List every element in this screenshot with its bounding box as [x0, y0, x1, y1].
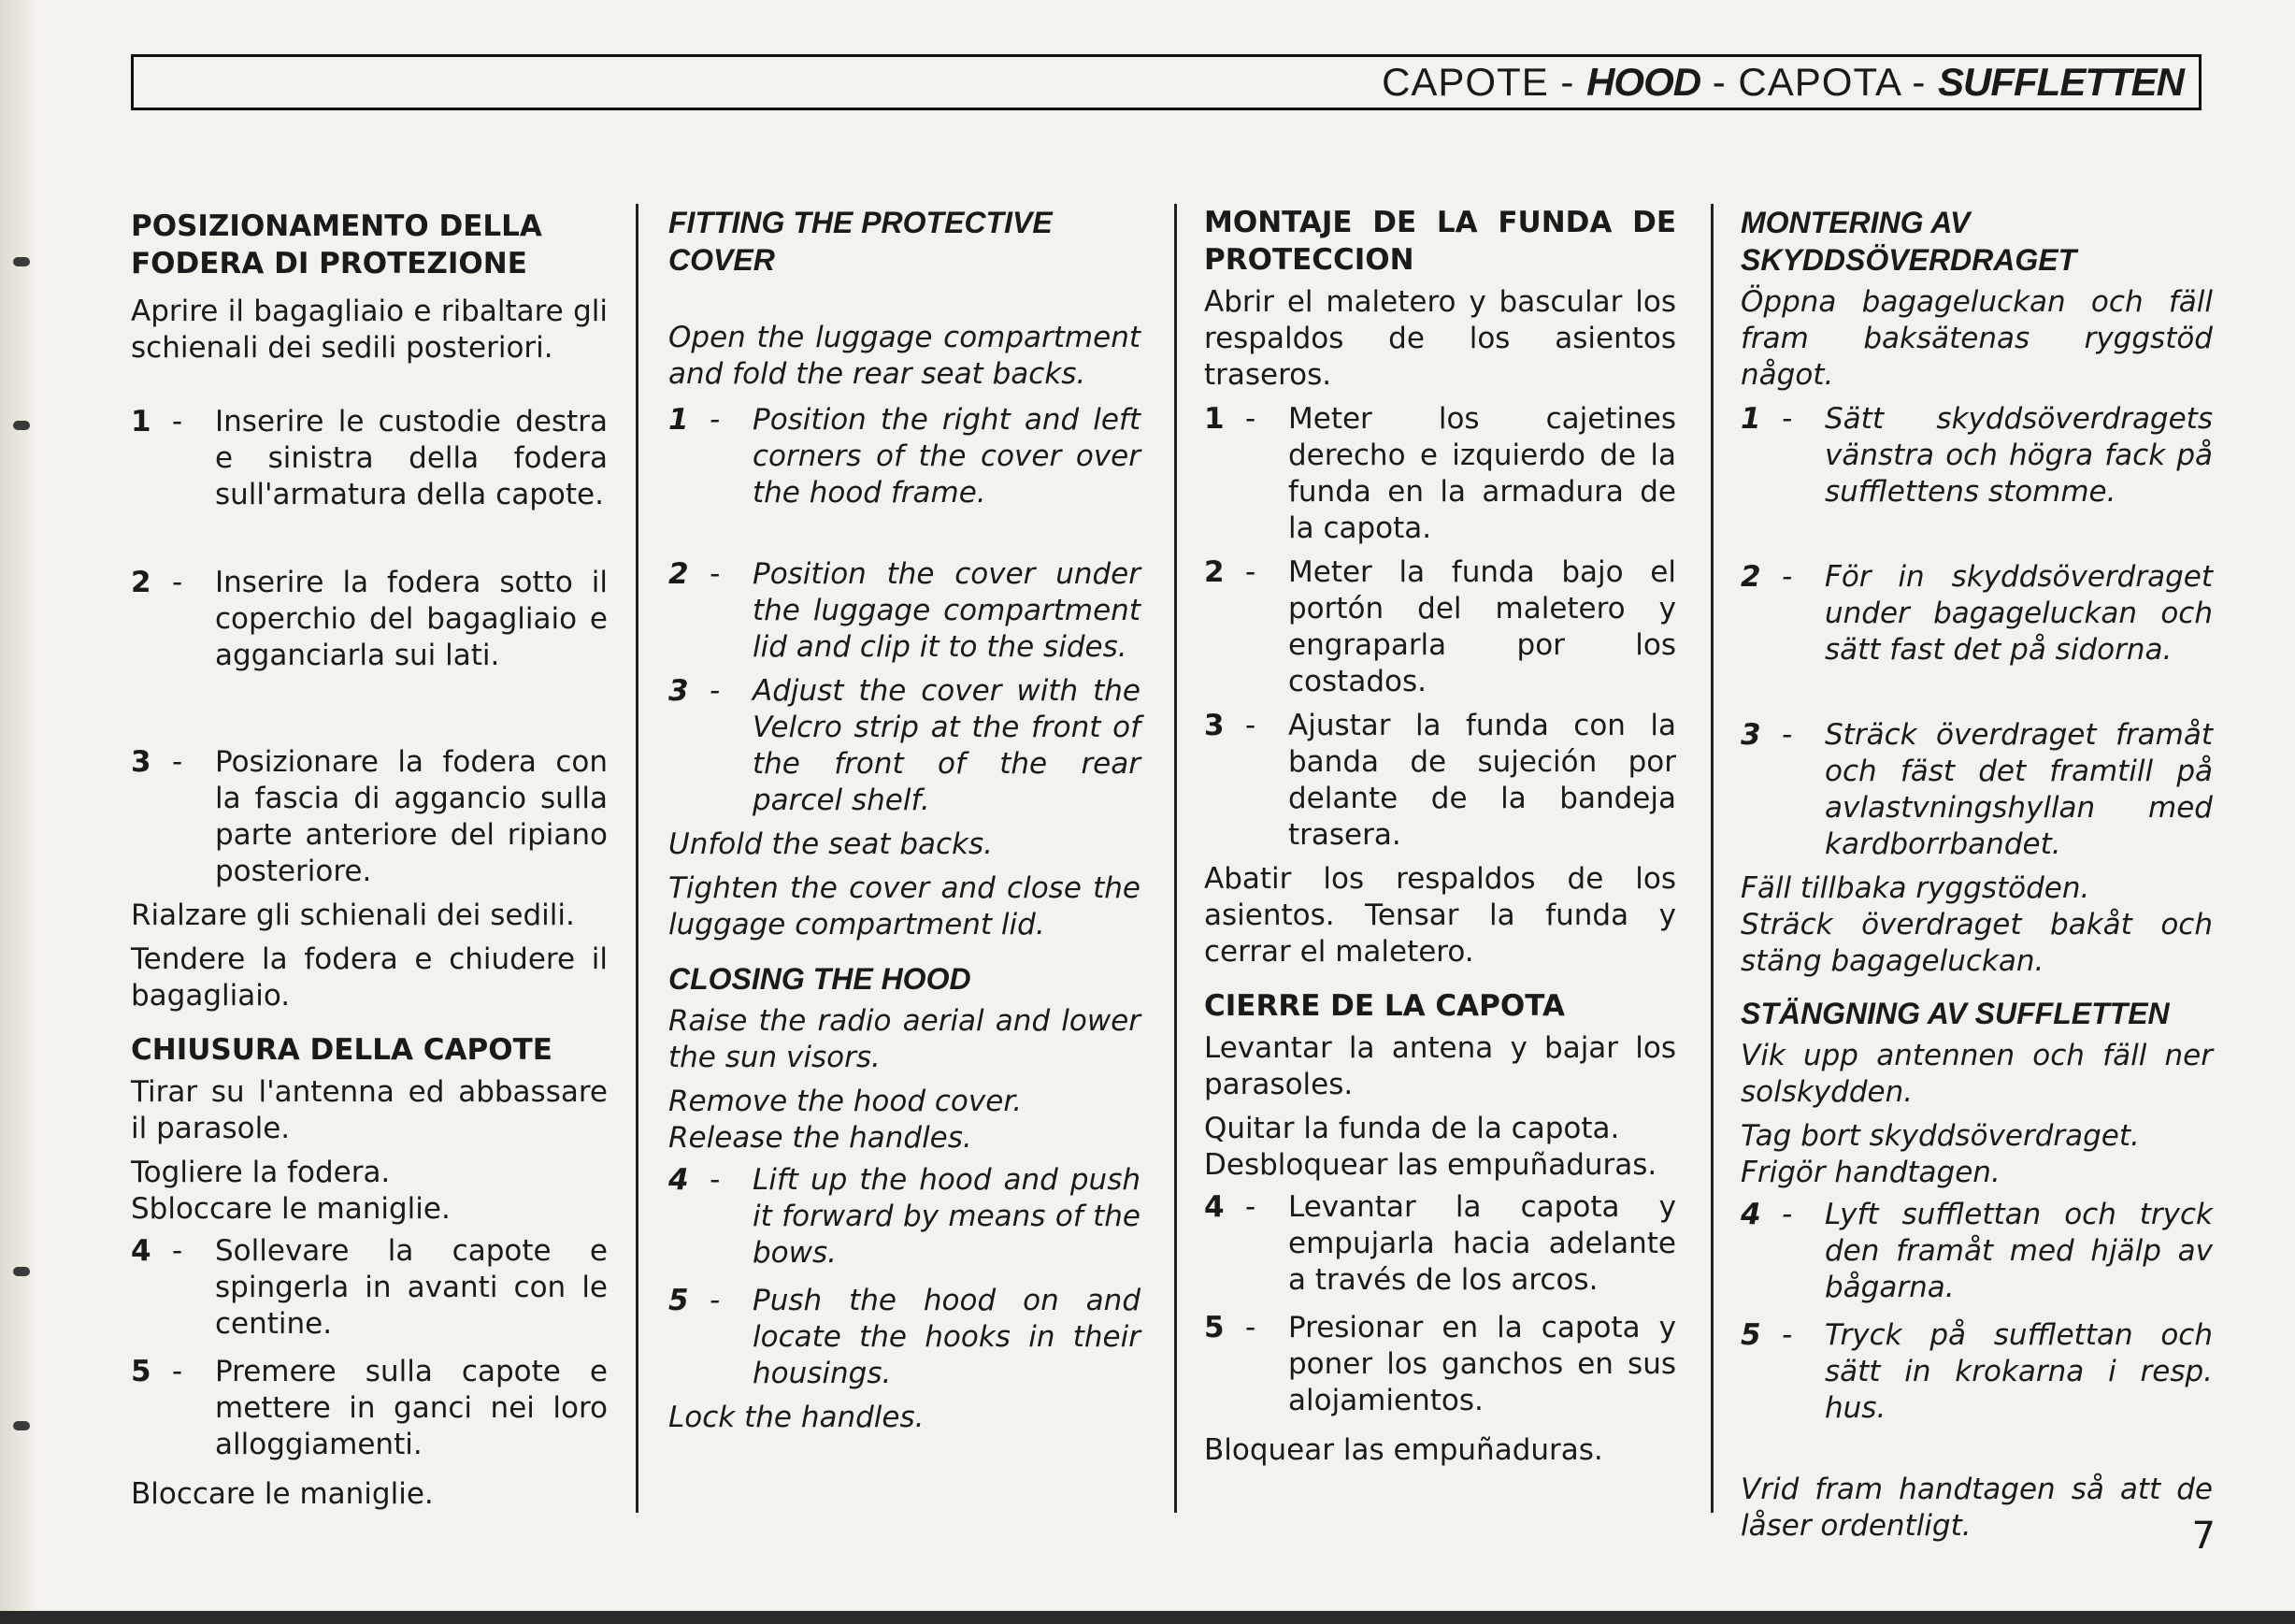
step-number: 3: [1741, 718, 1761, 752]
step-text: Position the cover under the luggage compartment lid and clip it to the sides.: [753, 557, 1140, 664]
section-heading: MONTERING AV SKYDDSÖVERDRAGET: [1741, 206, 2077, 277]
scan-binding-shadow: [0, 0, 37, 1624]
step-item: 4 - Lift up the hood and push it forward by means of the bows.: [668, 1163, 1140, 1270]
step-item: 2 - Inserire la fodera sotto il coperchio del bagagliaio e agganciarla sui lati.: [131, 566, 608, 672]
step-number: 2: [131, 566, 151, 599]
step-text: Posizionare la fodera con la fascia di aggancio sulla parte anteriore del ripiano posteriore.: [215, 745, 608, 888]
binder-hole: [13, 1267, 30, 1276]
title-italian: CAPOTE -: [1382, 60, 1587, 104]
step-item: 4 - Lyft sufflettan och tryck den framåt med hjälp av bågarna.: [1741, 1198, 2213, 1304]
step-number: 4: [1204, 1190, 1225, 1224]
step-number: 2: [668, 557, 689, 591]
step-number: 2: [1741, 560, 1761, 594]
step-text: Ajustar la funda con la banda de sujeción por delante de la bandeja trasera.: [1288, 709, 1676, 852]
paragraph: Levantar la antena y bajar los parasoles.: [1204, 1031, 1676, 1101]
step-number: 1: [131, 405, 151, 438]
step-text: Inserire le custodie destra e sinistra della fodera sull'armatura della capote.: [215, 405, 608, 511]
step-number: 5: [131, 1355, 151, 1388]
paragraph: Sträck överdraget bakåt och stäng bagageluckan.: [1741, 908, 2213, 978]
column-spanish: [1204, 204, 1676, 1469]
step-text: Lyft sufflettan och tryck den framåt med hjälp av bågarna.: [1825, 1198, 2213, 1304]
column-divider: [636, 204, 638, 1513]
column-divider: [1711, 204, 1714, 1513]
paragraph: Tirar su l'antenna ed abbassare il parasole.: [131, 1075, 608, 1145]
binder-hole: [13, 421, 30, 430]
paragraph: Vrid fram handtagen så att de låser ordentligt.: [1741, 1473, 2213, 1543]
step-item: 2 - För in skyddsöverdraget under bagageluckan och sätt fast det på sidorna.: [1741, 560, 2213, 667]
step-item: 3 - Posizionare la fodera con la fascia di aggancio sulla parte anteriore del ripiano posteriore.: [131, 745, 608, 888]
step-number: 3: [131, 745, 151, 779]
paragraph: Frigör handtagen.: [1741, 1156, 2001, 1189]
paragraph: Abatir los respaldos de los asientos. Tensar la funda y cerrar el maletero.: [1204, 862, 1676, 969]
paragraph: Tendere la fodera e chiudere il bagagliaio.: [131, 942, 608, 1013]
step-text: Inserire la fodera sotto il coperchio del bagagliaio e agganciarla sui lati.: [215, 566, 608, 672]
paragraph: Vik upp antennen och fäll ner solskydden.: [1741, 1039, 2213, 1109]
paragraph: Bloccare le maniglie.: [131, 1477, 434, 1511]
step-text: Meter los cajetines derecho e izquierdo de la funda en la armadura de la capota.: [1288, 402, 1676, 545]
step-item: 5 - Push the hood on and locate the hooks in their housings.: [668, 1284, 1140, 1390]
section-heading: MONTAJE DE LA FUNDA DE PROTECCION: [1204, 206, 1676, 277]
paragraph: Fäll tillbaka ryggstöden.: [1741, 871, 2090, 905]
step-text: Sträck överdraget framåt och fäst det framtill på avlastvningshyllan med kardborrbandet.: [1825, 718, 2213, 861]
paragraph: Bloquear las empuñaduras.: [1204, 1433, 1603, 1467]
paragraph: Quitar la funda de la capota.: [1204, 1112, 1620, 1145]
section-heading: POSIZIONAMENTO DELLA FODERA DI PROTEZIONE: [131, 209, 542, 280]
column-divider: [1174, 204, 1177, 1513]
step-number: 3: [668, 674, 689, 708]
step-number: 1: [668, 403, 689, 437]
page-title: [1382, 57, 2184, 108]
paragraph: Tighten the cover and close the luggage compartment lid.: [668, 871, 1140, 941]
binder-hole: [13, 257, 30, 266]
paragraph: Remove the hood cover.: [668, 1085, 1023, 1118]
title-english: HOOD: [1586, 60, 1701, 104]
step-number: 1: [1204, 402, 1225, 436]
step-item: 3 - Ajustar la funda con la banda de sujeción por delante de la bandeja trasera.: [1204, 709, 1676, 852]
step-number: 5: [1204, 1311, 1225, 1344]
step-text: Meter la funda bajo el portón del maletero y engraparla por los costados.: [1288, 555, 1676, 698]
step-item: 1 - Inserire le custodie destra e sinistra della fodera sull'armatura della capote.: [131, 405, 608, 511]
paragraph: Sbloccare le maniglie.: [131, 1192, 451, 1226]
step-text: Levantar la capota y empujarla hacia adelante a través de los arcos.: [1288, 1190, 1676, 1297]
column-swedish: [1741, 204, 2213, 1545]
paragraph: Rialzare gli schienali dei sedili.: [131, 898, 575, 932]
title-spanish: - CAPOTA -: [1700, 60, 1939, 104]
step-item: 5 - Tryck på sufflettan och sätt in krokarna i resp. hus.: [1741, 1318, 2213, 1425]
step-text: Tryck på sufflettan och sätt in krokarna i resp. hus.: [1825, 1318, 2213, 1425]
step-item: 5 - Premere sulla capote e mettere in ganci nei loro alloggiamenti.: [131, 1355, 608, 1461]
step-item: 1 - Meter los cajetines derecho e izquierdo de la funda en la armadura de la capota.: [1204, 402, 1676, 545]
step-text: Lift up the hood and push it forward by means of the bows.: [753, 1163, 1140, 1270]
column-italian: [131, 204, 608, 1513]
paragraph: Öppna bagageluckan och fäll fram baksätenas ryggstöd något.: [1741, 285, 2213, 392]
step-number: 4: [131, 1234, 151, 1268]
section-heading: STÄNGNING AV SUFFLETTEN: [1741, 997, 2170, 1030]
step-number: 2: [1204, 555, 1225, 589]
paragraph: Abrir el maletero y bascular los respaldos de los asientos traseros.: [1204, 285, 1676, 392]
paragraph: Raise the radio aerial and lower the sun visors.: [668, 1004, 1140, 1074]
binder-hole: [13, 1421, 30, 1430]
step-text: För in skyddsöverdraget under bagageluckan och sätt fast det på sidorna.: [1825, 560, 2213, 667]
column-english: [668, 204, 1140, 1436]
scan-bottom-edge: [0, 1611, 2295, 1624]
step-text: Sätt skyddsöverdragets vänstra och högra fack på sufflettens stomme.: [1825, 402, 2213, 509]
paragraph: Aprire il bagagliaio e ribaltare gli schienali dei sedili posteriori.: [131, 295, 608, 365]
step-text: Sollevare la capote e spingerla in avanti con le centine.: [215, 1234, 608, 1341]
paragraph: Open the luggage compartment and fold the rear seat backs.: [668, 321, 1140, 391]
paragraph: Desbloquear las empuñaduras.: [1204, 1148, 1657, 1182]
step-text: Push the hood on and locate the hooks in their housings.: [753, 1284, 1140, 1390]
step-text: Position the right and left corners of the cover over the hood frame.: [753, 403, 1140, 510]
step-text: Adjust the cover with the Velcro strip at the front of the front of the rear parcel shelf.: [753, 674, 1140, 817]
step-number: 3: [1204, 709, 1225, 742]
step-text: Presionar en la capota y poner los ganchos en sus alojamientos.: [1288, 1311, 1676, 1417]
step-item: 1 - Sätt skyddsöverdragets vänstra och högra fack på sufflettens stomme.: [1741, 402, 2213, 509]
paragraph: Tag bort skyddsöverdraget.: [1741, 1119, 2140, 1153]
page-number: 7: [2191, 1515, 2216, 1558]
section-heading: CLOSING THE HOOD: [668, 962, 971, 996]
step-item: 2 - Position the cover under the luggage compartment lid and clip it to the sides.: [668, 557, 1140, 664]
section-heading: FITTING THE PROTECTIVE COVER: [668, 206, 1053, 277]
paragraph: Release the handles.: [668, 1121, 972, 1155]
step-item: 2 - Meter la funda bajo el portón del maletero y engraparla por los costados.: [1204, 555, 1676, 698]
paragraph: Lock the handles.: [668, 1401, 925, 1434]
step-item: 4 - Levantar la capota y empujarla hacia adelante a través de los arcos.: [1204, 1190, 1676, 1297]
step-item: 3 - Sträck överdraget framåt och fäst det framtill på avlastvningshyllan med kardborrbandet.: [1741, 718, 2213, 861]
step-item: 3 - Adjust the cover with the Velcro strip at the front of the front of the rear parcel shelf.: [668, 674, 1140, 817]
step-number: 4: [1741, 1198, 1761, 1231]
step-text: Premere sulla capote e mettere in ganci nei loro alloggiamenti.: [215, 1355, 608, 1461]
title-swedish: SUFFLETTEN: [1938, 60, 2184, 104]
paragraph: Unfold the seat backs.: [668, 827, 993, 861]
section-heading: CHIUSURA DELLA CAPOTE: [131, 1033, 552, 1067]
step-item: 4 - Sollevare la capote e spingerla in avanti con le centine.: [131, 1234, 608, 1341]
step-number: 5: [668, 1284, 689, 1317]
step-number: 4: [668, 1163, 689, 1197]
step-item: 5 - Presionar en la capota y poner los ganchos en sus alojamientos.: [1204, 1311, 1676, 1417]
page-title-bar: [131, 54, 2202, 110]
step-item: 1 - Position the right and left corners of the cover over the hood frame.: [668, 403, 1140, 510]
section-heading: CIERRE DE LA CAPOTA: [1204, 989, 1565, 1023]
step-number: 1: [1741, 402, 1761, 436]
paragraph: Togliere la fodera.: [131, 1156, 391, 1189]
step-number: 5: [1741, 1318, 1761, 1352]
